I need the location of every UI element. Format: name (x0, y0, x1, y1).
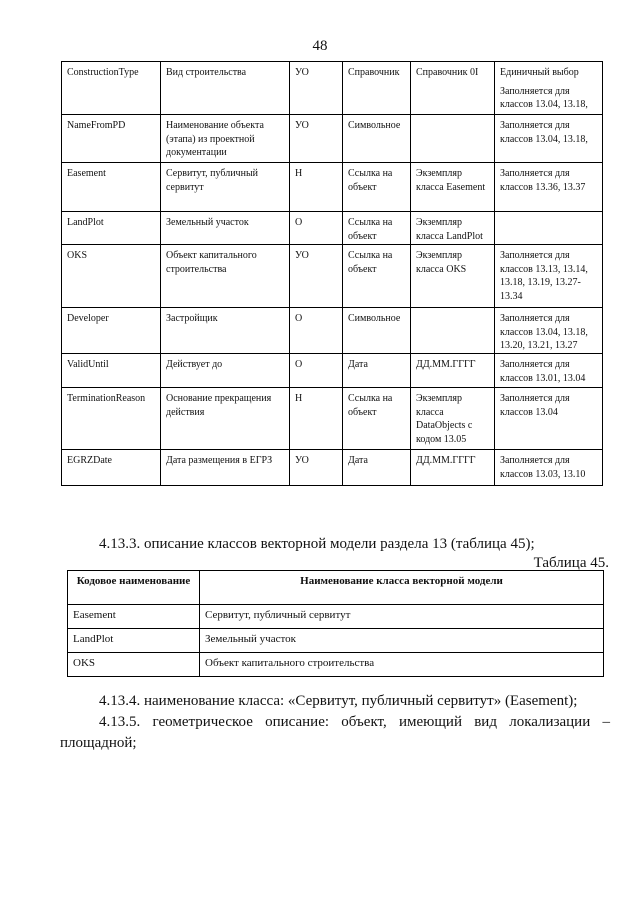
reference-cell (411, 308, 495, 354)
class-code-cell: LandPlot (68, 629, 200, 653)
note-text: Заполняется для классов 13.36, 13.37 (500, 168, 586, 193)
code-cell: ConstructionType (62, 62, 161, 115)
table-row (62, 212, 603, 245)
kind-cell: Справочник (343, 62, 411, 115)
code-cell: OKS (62, 245, 161, 308)
kind-cell: Ссылка на объект (343, 163, 411, 212)
paragraph-4-13-5-continuation: площадной; (60, 735, 137, 751)
kind-cell: Ссылка на объект (343, 212, 411, 245)
paragraph-4-13-3: 4.13.3. описание классов векторной модели раздела 13 (таблица 45); (99, 536, 535, 552)
table-row (62, 245, 603, 308)
reference-cell: Экземпляр класса DataObjects с кодом 13.05 (411, 388, 495, 450)
notes-cell (495, 115, 603, 163)
notes-cell (495, 163, 603, 212)
type-cell: УО (290, 245, 343, 308)
name-cell: Вид строительства (161, 62, 290, 115)
type-cell: УО (290, 450, 343, 486)
notes-cell (495, 354, 603, 388)
notes-cell (495, 62, 603, 115)
note-text: Заполняется для классов 13.03, 13.10 (500, 455, 586, 480)
classes-table (67, 570, 604, 677)
kind-cell: Дата (343, 354, 411, 388)
table-row (62, 450, 603, 486)
table-row (68, 629, 604, 653)
paragraph-4-13-5: 4.13.5. геометрическое описание: объект, имеющий вид локализации – (99, 714, 610, 730)
table-row (62, 354, 603, 388)
page-number: 48 (312, 38, 328, 54)
code-cell: LandPlot (62, 212, 161, 245)
kind-cell: Ссылка на объект (343, 245, 411, 308)
type-cell: О (290, 212, 343, 245)
note-text: Заполняется для классов 13.04 (500, 393, 570, 418)
reference-cell: ДД.ММ.ГГГГ (411, 450, 495, 486)
table-row (68, 653, 604, 677)
note-text: Единичный выбор (500, 67, 579, 78)
attributes-table (61, 61, 603, 486)
name-cell: Сервитут, публичный сервитут (161, 163, 290, 212)
name-cell: Действует до (161, 354, 290, 388)
code-cell: Easement (62, 163, 161, 212)
class-name-cell: Объект капитального строительства (200, 653, 604, 677)
notes-cell (495, 245, 603, 308)
notes-cell (495, 212, 603, 245)
table-caption: Таблица 45. (533, 555, 609, 571)
table-row (62, 308, 603, 354)
reference-cell (411, 115, 495, 163)
type-cell: Н (290, 388, 343, 450)
table-row (68, 605, 604, 629)
type-cell: УО (290, 115, 343, 163)
code-cell: Developer (62, 308, 161, 354)
table-row (62, 163, 603, 212)
notes-cell (495, 388, 603, 450)
kind-cell: Ссылка на объект (343, 388, 411, 450)
note-text: Заполняется для классов 13.13, 13.14, 13.18, 13.19, 13.27-13.34 (500, 250, 588, 302)
class-code-cell: OKS (68, 653, 200, 677)
notes-cell (495, 450, 603, 486)
reference-cell: Экземпляр класса Easement (411, 163, 495, 212)
code-cell: TerminationReason (62, 388, 161, 450)
name-cell: Основание прекращения действия (161, 388, 290, 450)
reference-cell: Экземпляр класса LandPlot (411, 212, 495, 245)
kind-cell: Дата (343, 450, 411, 486)
type-cell: О (290, 354, 343, 388)
table-row (62, 388, 603, 450)
class-name-cell: Земельный участок (200, 629, 604, 653)
code-cell: ValidUntil (62, 354, 161, 388)
type-cell: Н (290, 163, 343, 212)
header-code: Кодовое наименование (68, 571, 200, 605)
code-cell: NameFromPD (62, 115, 161, 163)
name-cell: Объект капитального строительства (161, 245, 290, 308)
note-text: Заполняется для классов 13.01, 13.04 (500, 359, 586, 384)
table-row (62, 62, 603, 115)
name-cell: Земельный участок (161, 212, 290, 245)
name-cell: Дата размещения в ЕГРЗ (161, 450, 290, 486)
name-cell: Наименование объекта (этапа) из проектной документации (161, 115, 290, 163)
note-text: Заполняется для классов 13.04, 13.18, 13.20, 13.21, 13.27 (500, 313, 588, 351)
class-code-cell: Easement (68, 605, 200, 629)
kind-cell: Символьное (343, 308, 411, 354)
note-text: Заполняется для классов 13.04, 13.18, (500, 120, 588, 145)
reference-cell: Справочник 0I (411, 62, 495, 115)
code-cell: EGRZDate (62, 450, 161, 486)
reference-cell: Экземпляр класса OKS (411, 245, 495, 308)
table-row (62, 115, 603, 163)
name-cell: Застройщик (161, 308, 290, 354)
class-name-cell: Сервитут, публичный сервитут (200, 605, 604, 629)
kind-cell: Символьное (343, 115, 411, 163)
header-class-name: Наименование класса векторной модели (200, 571, 604, 605)
type-cell: УО (290, 62, 343, 115)
notes-cell (495, 308, 603, 354)
paragraph-4-13-4: 4.13.4. наименование класса: «Сервитут, публичный сервитут» (Easement); (99, 693, 578, 709)
type-cell: О (290, 308, 343, 354)
note-text: Заполняется для классов 13.04, 13.18, (500, 85, 588, 110)
reference-cell: ДД.ММ.ГГГГ (411, 354, 495, 388)
